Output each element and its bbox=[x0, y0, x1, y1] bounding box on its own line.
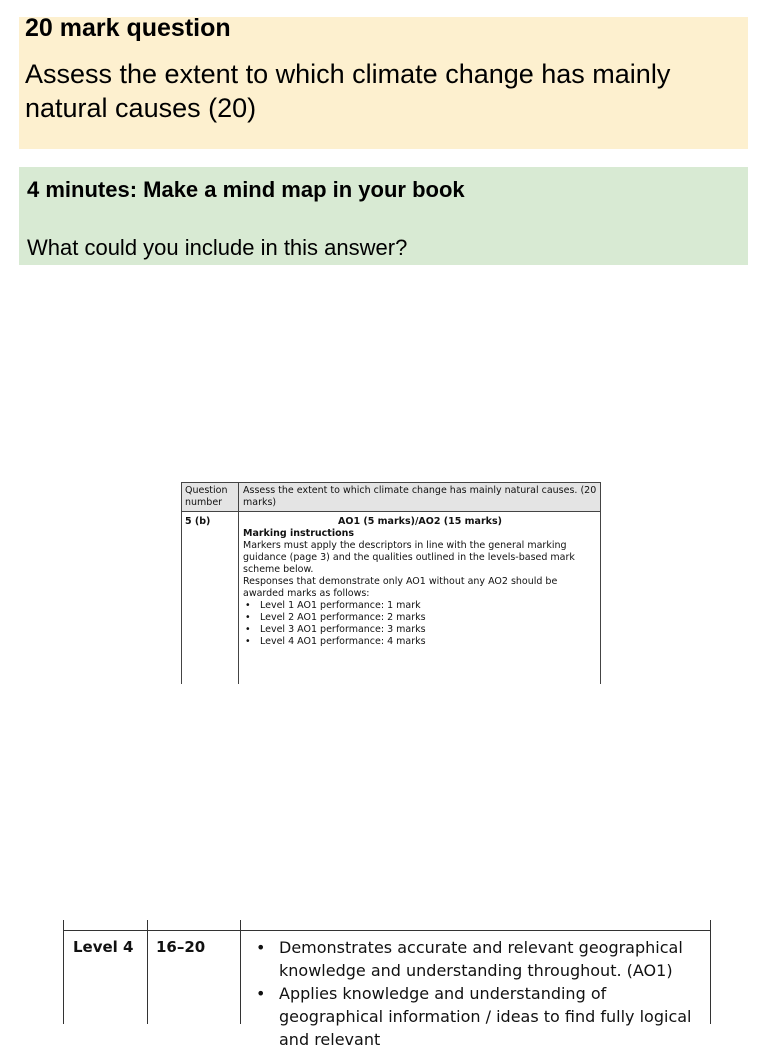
question-text: Assess the extent to which climate change has mainly natural causes (20) bbox=[25, 59, 671, 123]
level-marks: 16–20 bbox=[156, 938, 206, 956]
level-label: Level 4 bbox=[73, 938, 134, 956]
task-prompt: What could you include in this answer? bbox=[27, 235, 408, 260]
mark-scheme-body bbox=[243, 516, 597, 648]
table-divider bbox=[240, 920, 241, 1024]
table-border bbox=[600, 482, 601, 684]
header-question-number: Question number bbox=[185, 485, 228, 508]
list-item: • Level 3 AO1 performance: 3 marks bbox=[243, 624, 597, 636]
instructions-para-2: Responses that demonstrate only AO1 without any AO2 should be awarded marks as follows: bbox=[243, 576, 558, 599]
list-item: • Level 1 AO1 performance: 1 mark bbox=[243, 600, 597, 612]
instructions-title: Marking instructions bbox=[243, 528, 355, 539]
task-box bbox=[19, 167, 748, 265]
mark-scheme-table bbox=[181, 482, 602, 684]
list-item: • Level 4 AO1 performance: 4 marks bbox=[243, 636, 597, 648]
table-divider bbox=[147, 920, 148, 1024]
level-table bbox=[63, 920, 711, 1049]
list-item: • Level 2 AO1 performance: 2 marks bbox=[243, 612, 597, 624]
table-border bbox=[63, 930, 711, 931]
list-item: • Applies knowledge and understanding of geographical information / ideas to find fully logical and relevant bbox=[251, 982, 711, 1051]
header-question-text: Assess the extent to which climate change has mainly natural causes. (20 marks) bbox=[243, 485, 597, 508]
level-descriptors bbox=[251, 936, 711, 1051]
task-heading: 4 minutes: Make a mind map in your book bbox=[27, 177, 465, 202]
table-border bbox=[63, 920, 64, 1024]
ao1-bullet-list bbox=[243, 600, 597, 648]
question-box bbox=[19, 14, 748, 149]
ao-line: AO1 (5 marks)/AO2 (15 marks) bbox=[338, 516, 502, 527]
question-heading: 20 mark question bbox=[25, 14, 231, 42]
instructions-para-1: Markers must apply the descriptors in line with the general marking guidance (page 3) and the qualities outlined in the levels-based mark scheme below. bbox=[243, 540, 575, 575]
list-item: • Demonstrates accurate and relevant geographical knowledge and understanding throughout. (AO1) bbox=[251, 936, 711, 982]
table-divider bbox=[238, 482, 239, 684]
question-number: 5 (b) bbox=[185, 516, 211, 527]
table-border bbox=[181, 482, 182, 684]
